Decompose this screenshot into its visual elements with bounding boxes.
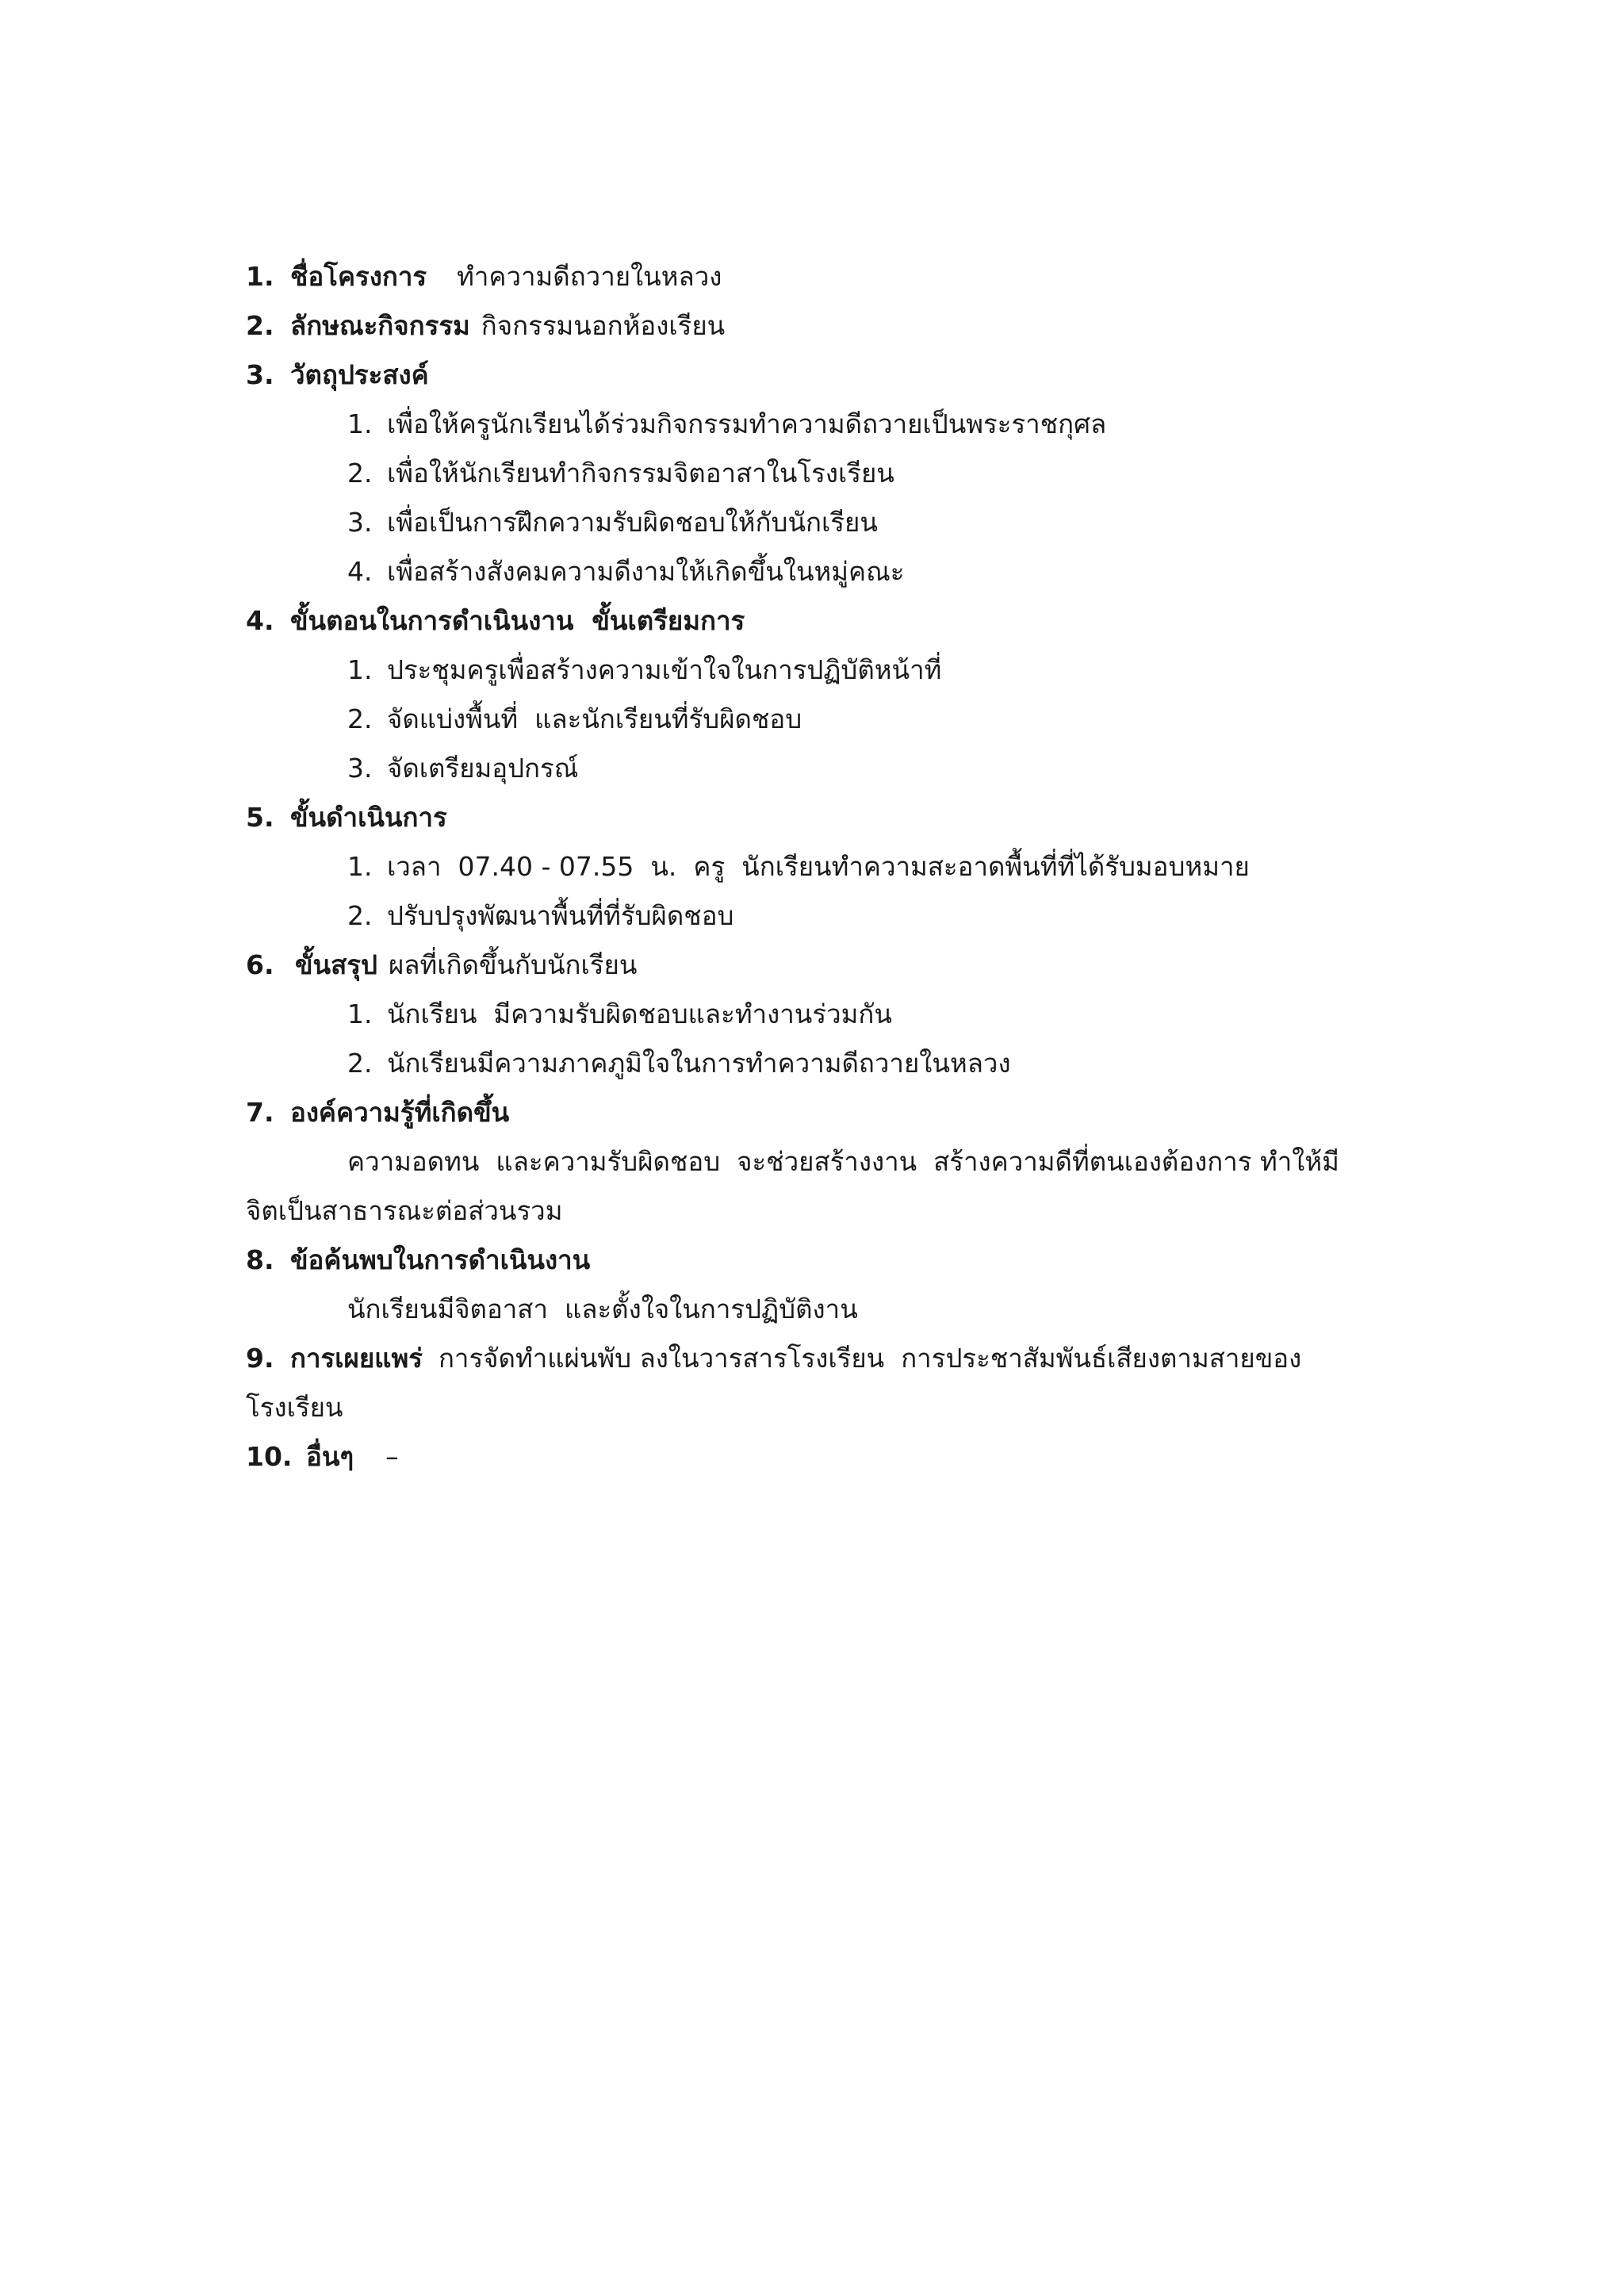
section-heading: อื่นๆ bbox=[306, 1441, 354, 1472]
section-6 bbox=[246, 941, 1388, 990]
paragraph-line bbox=[246, 1285, 1388, 1334]
item-number: 1. bbox=[347, 654, 373, 685]
paragraph-line bbox=[246, 1137, 1388, 1186]
paragraph-text: โรงเรียน bbox=[246, 1392, 343, 1423]
item-text: จัดเตรียมอุปกรณ์ bbox=[387, 753, 579, 784]
paragraph-text: จิตเป็นสาธารณะต่อส่วนรวม bbox=[246, 1195, 563, 1226]
list-item bbox=[246, 744, 1388, 793]
section-9 bbox=[246, 1334, 1388, 1383]
list-item bbox=[246, 891, 1388, 941]
item-text: นักเรียน มีความรับผิดชอบและทำงานร่วมกัน bbox=[387, 999, 892, 1029]
section-number: 9. bbox=[246, 1343, 274, 1374]
item-number: 2. bbox=[347, 458, 373, 489]
paragraph-text: นักเรียนมีจิตอาสา และตั้งใจในการปฏิบัติงาน bbox=[347, 1294, 858, 1324]
section-4 bbox=[246, 596, 1388, 646]
item-text: ปรับปรุงพัฒนาพื้นที่ที่รับผิดชอบ bbox=[387, 900, 734, 931]
section-7 bbox=[246, 1088, 1388, 1137]
list-item bbox=[246, 646, 1388, 695]
section-heading: การเผยแพร่ bbox=[290, 1343, 423, 1374]
section-number: 8. bbox=[246, 1244, 274, 1275]
item-text: เพื่อสร้างสังคมความดีงามให้เกิดขึ้นในหมู่คณะ bbox=[387, 556, 905, 587]
section-heading: วัตถุประสงค์ bbox=[290, 359, 429, 390]
section-number: 1. bbox=[246, 261, 274, 292]
item-text: จัดแบ่งพื้นที่ และนักเรียนที่รับผิดชอบ bbox=[387, 703, 802, 734]
section-5 bbox=[246, 793, 1388, 842]
item-text: เวลา 07.40 - 07.55 น. ครู นักเรียนทำความสะอาดพื้นที่ที่ได้รับมอบหมาย bbox=[387, 851, 1250, 882]
section-text: ผลที่เกิดขึ้นกับนักเรียน bbox=[388, 949, 638, 980]
list-item bbox=[246, 695, 1388, 744]
section-heading: ขั้นสรุป bbox=[295, 949, 377, 980]
section-heading: ข้อค้นพบในการดำเนินงาน bbox=[290, 1244, 591, 1275]
section-number: 2. bbox=[246, 310, 274, 341]
list-item bbox=[246, 842, 1388, 891]
item-number: 1. bbox=[347, 851, 373, 882]
section-1 bbox=[246, 252, 1388, 301]
list-item bbox=[246, 400, 1388, 449]
document-body bbox=[246, 252, 1388, 1481]
section-3 bbox=[246, 351, 1388, 400]
item-number: 4. bbox=[347, 556, 373, 587]
section-number: 10. bbox=[246, 1441, 293, 1472]
section-heading: ชื่อโครงการ bbox=[290, 261, 427, 292]
section-heading: องค์ความรู้ที่เกิดขึ้น bbox=[290, 1097, 510, 1128]
section-heading: ขั้นตอนในการดำเนินงาน ขั้นเตรียมการ bbox=[290, 605, 745, 636]
section-2 bbox=[246, 301, 1388, 351]
section-8 bbox=[246, 1236, 1388, 1285]
list-item bbox=[246, 449, 1388, 498]
item-text: เพื่อให้นักเรียนทำกิจกรรมจิตอาสาในโรงเรียน bbox=[387, 458, 894, 489]
item-text: เพื่อเป็นการฝึกความรับผิดชอบให้กับนักเรียน bbox=[387, 507, 878, 538]
section-text: – bbox=[385, 1441, 399, 1472]
item-text: นักเรียนมีความภาคภูมิใจในการทำความดีถวายในหลวง bbox=[387, 1048, 1011, 1079]
item-number: 1. bbox=[347, 999, 373, 1029]
item-text: ประชุมครูเพื่อสร้างความเข้าใจในการปฏิบัติหน้าที่ bbox=[387, 654, 942, 685]
item-text: เพื่อให้ครูนักเรียนได้ร่วมกิจกรรมทำความดีถวายเป็นพระราชกุศล bbox=[387, 408, 1107, 439]
section-number: 7. bbox=[246, 1097, 274, 1128]
paragraph-line bbox=[246, 1186, 1388, 1236]
list-item bbox=[246, 990, 1388, 1039]
section-number: 6. bbox=[246, 949, 274, 980]
list-item bbox=[246, 1039, 1388, 1088]
section-text: ทำความดีถวายในหลวง bbox=[457, 261, 722, 292]
item-number: 2. bbox=[347, 900, 373, 931]
item-number: 1. bbox=[347, 408, 373, 439]
item-number: 2. bbox=[347, 703, 373, 734]
list-item bbox=[246, 547, 1388, 596]
section-heading: ลักษณะกิจกรรม bbox=[290, 310, 470, 341]
section-number: 4. bbox=[246, 605, 274, 636]
item-number: 2. bbox=[347, 1048, 373, 1079]
list-item bbox=[246, 498, 1388, 547]
item-number: 3. bbox=[347, 753, 373, 784]
section-number: 3. bbox=[246, 359, 274, 390]
paragraph-line bbox=[246, 1383, 1388, 1432]
paragraph-text: ความอดทน และความรับผิดชอบ จะช่วยสร้างงาน สร้างความดีที่ตนเองต้องการ ทำให้มี bbox=[347, 1146, 1339, 1177]
section-text: กิจกรรมนอกห้องเรียน bbox=[481, 310, 726, 341]
section-number: 5. bbox=[246, 802, 274, 833]
section-heading: ขั้นดำเนินการ bbox=[290, 802, 447, 833]
section-text: การจัดทำแผ่นพับ ลงในวารสารโรงเรียน การประชาสัมพันธ์เสียงตามสายของ bbox=[438, 1343, 1302, 1374]
item-number: 3. bbox=[347, 507, 373, 538]
section-10 bbox=[246, 1432, 1388, 1481]
